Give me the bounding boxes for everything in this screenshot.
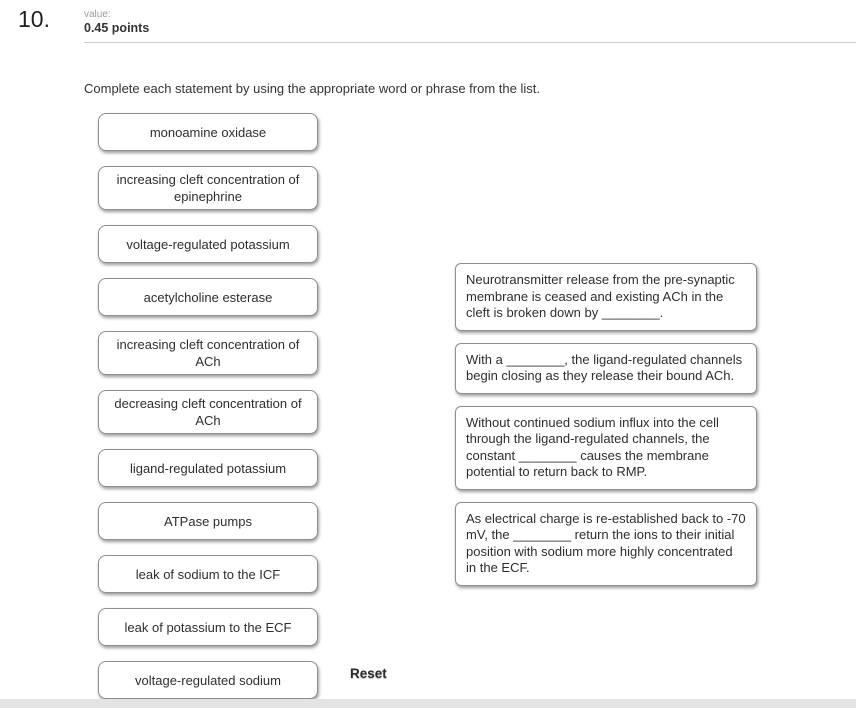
statement-text: As electrical charge is re-established back to -70 mV, the ________ return the ions to their initial position with sodium more highly concentrated in the ECF. bbox=[466, 510, 746, 575]
drag-option-label: ATPase pumps bbox=[164, 513, 252, 529]
drag-option[interactable] bbox=[98, 166, 318, 210]
drag-option[interactable] bbox=[98, 331, 318, 375]
drag-option[interactable] bbox=[98, 390, 318, 434]
drag-option-label: leak of potassium to the ECF bbox=[124, 619, 292, 635]
statement-dropzone[interactable] bbox=[455, 343, 757, 394]
statement-dropzone[interactable] bbox=[455, 406, 757, 490]
statement-dropzone[interactable] bbox=[455, 263, 757, 331]
statement-text: Neurotransmitter release from the pre-synaptic membrane is ceased and existing ACh in the cleft is broken down by ________. bbox=[466, 272, 735, 320]
drag-option[interactable] bbox=[98, 661, 318, 699]
value-label: value: bbox=[84, 9, 111, 20]
points-value: 0.45 points bbox=[84, 21, 150, 35]
statement-text: With a ________, the ligand-regulated channels begin closing as they release their bound ACh. bbox=[466, 351, 743, 383]
drag-option[interactable] bbox=[98, 555, 318, 593]
drag-option-label: voltage-regulated sodium bbox=[135, 672, 281, 688]
reset-button[interactable]: Reset bbox=[350, 666, 387, 681]
drag-option[interactable] bbox=[98, 278, 318, 316]
drag-option[interactable] bbox=[98, 113, 318, 151]
statement-text: Without continued sodium influx into the cell through the ligand-regulated channels, the constant ________ causes the membrane potential to return back to RMP. bbox=[466, 414, 719, 479]
drag-option-label: ligand-regulated potassium bbox=[129, 460, 287, 476]
drag-option[interactable] bbox=[98, 608, 318, 646]
statement-dropzone[interactable] bbox=[455, 502, 757, 586]
drag-option-label: decreasing cleft concentration of ACh bbox=[114, 396, 302, 428]
drag-option[interactable] bbox=[98, 225, 318, 263]
drag-option-label: leak of sodium to the ICF bbox=[135, 566, 281, 582]
answer-options-list bbox=[98, 113, 318, 708]
instructions-text: Complete each statement by using the appropriate word or phrase from the list. bbox=[84, 81, 540, 96]
drag-option[interactable] bbox=[98, 502, 318, 540]
question-number: 10. bbox=[18, 6, 50, 32]
drag-option-label: monoamine oxidase bbox=[149, 124, 267, 140]
drag-option-label: acetylcholine esterase bbox=[143, 289, 273, 305]
drag-option[interactable] bbox=[98, 449, 318, 487]
drag-option-label: increasing cleft concentration of ACh bbox=[116, 337, 300, 369]
footer-bar bbox=[0, 699, 856, 708]
drag-option-label: increasing cleft concentration of epinephrine bbox=[116, 172, 300, 204]
statements-list bbox=[455, 263, 757, 586]
drag-option-label: voltage-regulated potassium bbox=[126, 236, 290, 252]
header-divider bbox=[84, 42, 856, 43]
